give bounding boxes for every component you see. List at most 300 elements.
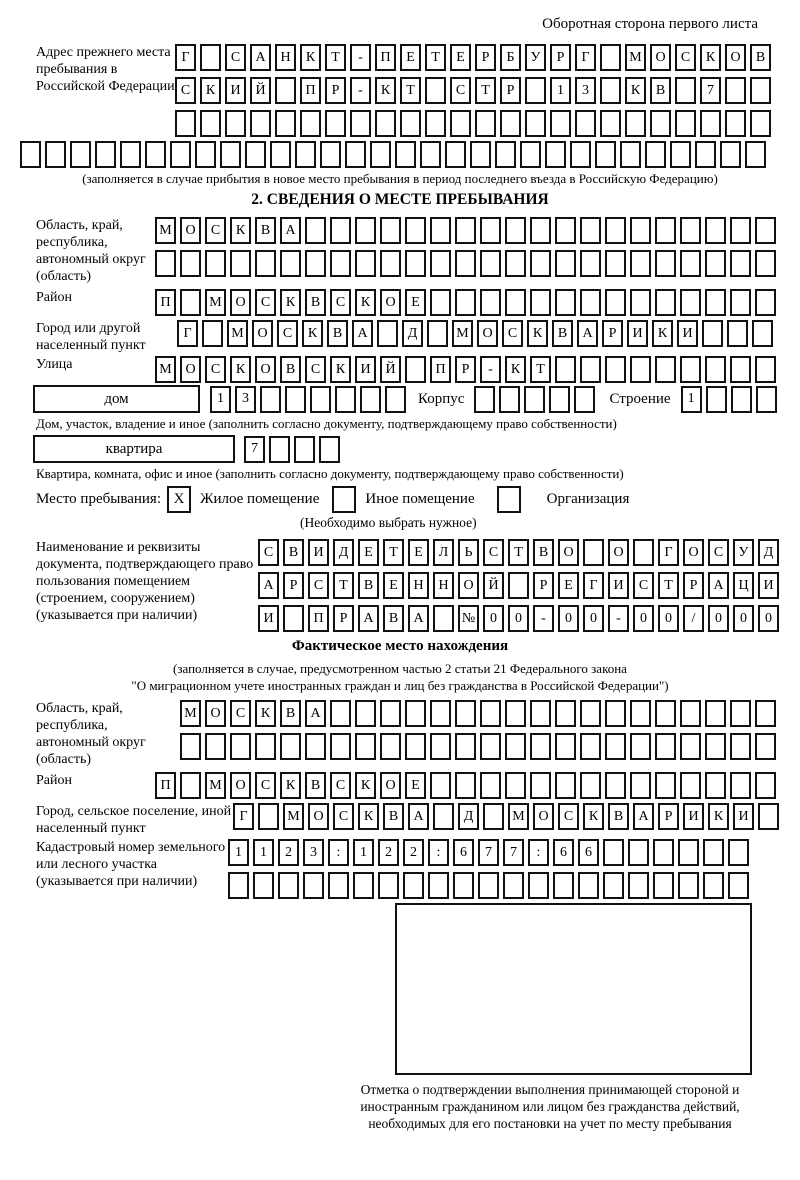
form-cell[interactable] xyxy=(430,250,451,277)
form-cell[interactable]: С xyxy=(450,77,471,104)
form-cell[interactable]: : xyxy=(328,839,349,866)
form-cell[interactable]: Г xyxy=(175,44,196,71)
form-cell[interactable]: В xyxy=(283,539,304,566)
form-cell[interactable] xyxy=(705,356,726,383)
form-cell[interactable] xyxy=(505,289,526,316)
form-cell[interactable] xyxy=(530,700,551,727)
form-cell[interactable]: Д xyxy=(402,320,423,347)
form-cell[interactable]: О xyxy=(458,572,479,599)
form-cell[interactable] xyxy=(120,141,141,168)
form-cell[interactable] xyxy=(755,289,776,316)
form-cell[interactable] xyxy=(630,289,651,316)
form-cell[interactable] xyxy=(653,839,674,866)
form-cell[interactable] xyxy=(305,217,326,244)
form-cell[interactable] xyxy=(680,733,701,760)
form-cell[interactable]: И xyxy=(677,320,698,347)
form-cell[interactable] xyxy=(520,141,541,168)
form-cell[interactable]: 7 xyxy=(700,77,721,104)
form-cell[interactable] xyxy=(385,386,406,413)
form-cell[interactable] xyxy=(680,217,701,244)
form-cell[interactable] xyxy=(745,141,766,168)
form-cell[interactable] xyxy=(280,250,301,277)
form-cell[interactable] xyxy=(175,110,196,137)
form-cell[interactable] xyxy=(380,250,401,277)
form-cell[interactable] xyxy=(430,700,451,727)
form-cell[interactable]: Е xyxy=(450,44,471,71)
form-cell[interactable] xyxy=(655,700,676,727)
form-cell[interactable]: А xyxy=(408,803,429,830)
form-cell[interactable]: В xyxy=(327,320,348,347)
form-cell[interactable] xyxy=(555,733,576,760)
form-cell[interactable]: С xyxy=(225,44,246,71)
form-cell[interactable] xyxy=(630,217,651,244)
form-cell[interactable] xyxy=(378,872,399,899)
form-cell[interactable]: К xyxy=(355,289,376,316)
form-cell[interactable] xyxy=(355,217,376,244)
form-cell[interactable] xyxy=(505,217,526,244)
form-cell[interactable] xyxy=(630,772,651,799)
form-cell[interactable] xyxy=(420,141,441,168)
form-cell[interactable]: С xyxy=(675,44,696,71)
form-cell[interactable]: Е xyxy=(405,289,426,316)
form-cell[interactable]: 2 xyxy=(403,839,424,866)
form-cell[interactable] xyxy=(630,356,651,383)
form-cell[interactable]: О xyxy=(650,44,671,71)
form-cell[interactable] xyxy=(555,217,576,244)
form-cell[interactable]: И xyxy=(258,605,279,632)
form-cell[interactable]: Р xyxy=(533,572,554,599)
form-cell[interactable]: П xyxy=(430,356,451,383)
form-cell[interactable] xyxy=(258,803,279,830)
form-cell[interactable] xyxy=(380,217,401,244)
form-cell[interactable] xyxy=(580,356,601,383)
form-cell[interactable] xyxy=(260,386,281,413)
form-cell[interactable]: М xyxy=(180,700,201,727)
form-cell[interactable] xyxy=(555,250,576,277)
form-cell[interactable] xyxy=(700,110,721,137)
form-cell[interactable] xyxy=(605,733,626,760)
form-cell[interactable] xyxy=(283,605,304,632)
form-cell[interactable] xyxy=(405,733,426,760)
form-cell[interactable] xyxy=(245,141,266,168)
form-cell[interactable] xyxy=(755,772,776,799)
form-cell[interactable] xyxy=(280,733,301,760)
form-cell[interactable] xyxy=(530,217,551,244)
form-cell[interactable] xyxy=(703,839,724,866)
form-cell[interactable]: А xyxy=(250,44,271,71)
form-cell[interactable]: Н xyxy=(275,44,296,71)
form-cell[interactable] xyxy=(755,356,776,383)
form-cell[interactable]: Р xyxy=(602,320,623,347)
form-cell[interactable] xyxy=(205,733,226,760)
form-cell[interactable] xyxy=(555,700,576,727)
form-cell[interactable] xyxy=(530,250,551,277)
form-cell[interactable] xyxy=(375,110,396,137)
form-cell[interactable] xyxy=(655,289,676,316)
form-cell[interactable] xyxy=(395,141,416,168)
form-cell[interactable] xyxy=(725,110,746,137)
form-cell[interactable] xyxy=(555,772,576,799)
form-cell[interactable] xyxy=(355,250,376,277)
form-cell[interactable]: Г xyxy=(177,320,198,347)
form-cell[interactable]: О xyxy=(380,289,401,316)
form-cell[interactable] xyxy=(225,110,246,137)
form-cell[interactable] xyxy=(345,141,366,168)
form-cell[interactable] xyxy=(525,110,546,137)
form-cell[interactable]: О xyxy=(608,539,629,566)
form-cell[interactable] xyxy=(355,733,376,760)
form-cell[interactable] xyxy=(549,386,570,413)
form-cell[interactable]: Е xyxy=(408,539,429,566)
form-cell[interactable] xyxy=(305,250,326,277)
form-cell[interactable] xyxy=(555,356,576,383)
form-cell[interactable]: О xyxy=(205,700,226,727)
form-cell[interactable]: К xyxy=(652,320,673,347)
form-cell[interactable] xyxy=(202,320,223,347)
form-cell[interactable] xyxy=(678,839,699,866)
stay-checkbox-residential[interactable]: X xyxy=(167,486,191,513)
form-cell[interactable] xyxy=(455,733,476,760)
form-cell[interactable]: А xyxy=(633,803,654,830)
form-cell[interactable]: Т xyxy=(475,77,496,104)
form-cell[interactable]: К xyxy=(358,803,379,830)
form-cell[interactable] xyxy=(530,772,551,799)
form-cell[interactable] xyxy=(702,320,723,347)
form-cell[interactable]: И xyxy=(683,803,704,830)
form-cell[interactable] xyxy=(450,110,471,137)
form-cell[interactable]: С xyxy=(502,320,523,347)
form-cell[interactable] xyxy=(270,141,291,168)
form-cell[interactable] xyxy=(655,772,676,799)
form-cell[interactable]: М xyxy=(227,320,248,347)
form-cell[interactable] xyxy=(595,141,616,168)
form-cell[interactable]: И xyxy=(225,77,246,104)
form-cell[interactable] xyxy=(695,141,716,168)
form-cell[interactable]: В xyxy=(750,44,771,71)
form-cell[interactable] xyxy=(730,700,751,727)
form-cell[interactable] xyxy=(425,110,446,137)
form-cell[interactable] xyxy=(455,250,476,277)
form-cell[interactable]: Г xyxy=(583,572,604,599)
form-cell[interactable]: Е xyxy=(358,539,379,566)
form-cell[interactable] xyxy=(705,772,726,799)
form-cell[interactable] xyxy=(727,320,748,347)
form-cell[interactable]: П xyxy=(375,44,396,71)
form-cell[interactable]: С xyxy=(330,289,351,316)
form-cell[interactable] xyxy=(370,141,391,168)
form-cell[interactable]: Ь xyxy=(458,539,479,566)
form-cell[interactable]: С xyxy=(558,803,579,830)
form-cell[interactable]: Т xyxy=(425,44,446,71)
form-cell[interactable] xyxy=(675,110,696,137)
form-cell[interactable]: Г xyxy=(658,539,679,566)
form-cell[interactable] xyxy=(728,839,749,866)
form-cell[interactable] xyxy=(230,733,251,760)
form-cell[interactable]: - xyxy=(480,356,501,383)
form-cell[interactable]: 1 xyxy=(210,386,231,413)
form-cell[interactable]: С xyxy=(255,289,276,316)
form-cell[interactable]: С xyxy=(205,217,226,244)
form-cell[interactable]: Н xyxy=(433,572,454,599)
form-cell[interactable]: С xyxy=(255,772,276,799)
form-cell[interactable] xyxy=(45,141,66,168)
form-cell[interactable]: 7 xyxy=(478,839,499,866)
form-cell[interactable]: 7 xyxy=(244,436,265,463)
form-cell[interactable] xyxy=(180,772,201,799)
form-cell[interactable]: О xyxy=(558,539,579,566)
form-cell[interactable] xyxy=(328,872,349,899)
form-cell[interactable] xyxy=(330,250,351,277)
form-cell[interactable] xyxy=(655,356,676,383)
form-cell[interactable]: С xyxy=(258,539,279,566)
form-cell[interactable] xyxy=(600,44,621,71)
form-cell[interactable]: С xyxy=(305,356,326,383)
form-cell[interactable] xyxy=(480,217,501,244)
form-cell[interactable] xyxy=(730,289,751,316)
form-cell[interactable]: - xyxy=(350,77,371,104)
form-cell[interactable] xyxy=(630,700,651,727)
form-cell[interactable]: Й xyxy=(483,572,504,599)
form-cell[interactable] xyxy=(294,436,315,463)
form-cell[interactable] xyxy=(705,217,726,244)
form-cell[interactable]: В xyxy=(280,356,301,383)
form-cell[interactable] xyxy=(453,872,474,899)
form-cell[interactable]: 6 xyxy=(578,839,599,866)
form-cell[interactable] xyxy=(303,872,324,899)
form-cell[interactable] xyxy=(580,700,601,727)
form-cell[interactable] xyxy=(705,289,726,316)
form-cell[interactable] xyxy=(605,217,626,244)
form-cell[interactable] xyxy=(628,872,649,899)
form-cell[interactable]: Т xyxy=(333,572,354,599)
form-cell[interactable] xyxy=(455,289,476,316)
form-cell[interactable]: В xyxy=(552,320,573,347)
form-cell[interactable] xyxy=(500,110,521,137)
form-cell[interactable] xyxy=(655,733,676,760)
form-cell[interactable] xyxy=(680,772,701,799)
form-cell[interactable] xyxy=(269,436,290,463)
form-cell[interactable]: Р xyxy=(500,77,521,104)
form-cell[interactable] xyxy=(530,733,551,760)
form-cell[interactable] xyxy=(205,250,226,277)
form-cell[interactable] xyxy=(653,872,674,899)
form-cell[interactable]: С xyxy=(175,77,196,104)
form-cell[interactable] xyxy=(574,386,595,413)
form-cell[interactable] xyxy=(377,320,398,347)
form-cell[interactable]: : xyxy=(428,839,449,866)
form-cell[interactable]: О xyxy=(255,356,276,383)
form-cell[interactable] xyxy=(650,110,671,137)
form-cell[interactable]: Р xyxy=(325,77,346,104)
form-cell[interactable]: М xyxy=(452,320,473,347)
form-cell[interactable] xyxy=(756,386,777,413)
form-cell[interactable] xyxy=(528,872,549,899)
form-cell[interactable]: С xyxy=(277,320,298,347)
form-cell[interactable]: К xyxy=(700,44,721,71)
form-cell[interactable]: 1 xyxy=(550,77,571,104)
form-cell[interactable] xyxy=(220,141,241,168)
form-cell[interactable]: О xyxy=(252,320,273,347)
form-cell[interactable]: Р xyxy=(475,44,496,71)
form-cell[interactable] xyxy=(530,289,551,316)
form-cell[interactable]: С xyxy=(205,356,226,383)
form-cell[interactable] xyxy=(474,386,495,413)
form-cell[interactable] xyxy=(580,250,601,277)
form-cell[interactable] xyxy=(680,250,701,277)
form-cell[interactable] xyxy=(325,110,346,137)
form-cell[interactable]: Д xyxy=(458,803,479,830)
form-cell[interactable]: К xyxy=(708,803,729,830)
form-cell[interactable]: 6 xyxy=(453,839,474,866)
form-cell[interactable]: В xyxy=(533,539,554,566)
form-cell[interactable]: М xyxy=(508,803,529,830)
form-cell[interactable]: Г xyxy=(575,44,596,71)
form-cell[interactable] xyxy=(655,250,676,277)
form-cell[interactable]: К xyxy=(302,320,323,347)
form-cell[interactable] xyxy=(428,872,449,899)
form-cell[interactable]: 1 xyxy=(253,839,274,866)
form-cell[interactable]: В xyxy=(358,572,379,599)
form-cell[interactable] xyxy=(545,141,566,168)
form-cell[interactable]: 0 xyxy=(733,605,754,632)
form-cell[interactable]: О xyxy=(180,356,201,383)
form-cell[interactable]: К xyxy=(625,77,646,104)
form-cell[interactable]: 1 xyxy=(228,839,249,866)
form-cell[interactable] xyxy=(731,386,752,413)
form-cell[interactable]: М xyxy=(283,803,304,830)
form-cell[interactable]: Р xyxy=(683,572,704,599)
form-cell[interactable] xyxy=(706,386,727,413)
form-cell[interactable] xyxy=(405,217,426,244)
form-cell[interactable] xyxy=(525,77,546,104)
form-cell[interactable] xyxy=(655,217,676,244)
form-cell[interactable] xyxy=(680,700,701,727)
form-cell[interactable] xyxy=(750,110,771,137)
form-cell[interactable] xyxy=(600,77,621,104)
form-cell[interactable]: 0 xyxy=(658,605,679,632)
form-cell[interactable] xyxy=(403,872,424,899)
form-cell[interactable]: У xyxy=(733,539,754,566)
form-cell[interactable] xyxy=(580,772,601,799)
form-cell[interactable] xyxy=(605,289,626,316)
form-cell[interactable]: Й xyxy=(380,356,401,383)
form-cell[interactable]: П xyxy=(155,772,176,799)
form-cell[interactable] xyxy=(725,77,746,104)
form-cell[interactable] xyxy=(95,141,116,168)
form-cell[interactable]: К xyxy=(583,803,604,830)
form-cell[interactable] xyxy=(455,217,476,244)
form-cell[interactable] xyxy=(499,386,520,413)
form-cell[interactable]: С xyxy=(308,572,329,599)
form-cell[interactable]: С xyxy=(230,700,251,727)
form-cell[interactable] xyxy=(145,141,166,168)
form-cell[interactable] xyxy=(200,110,221,137)
form-cell[interactable] xyxy=(455,772,476,799)
form-cell[interactable]: 0 xyxy=(558,605,579,632)
form-cell[interactable]: Т xyxy=(658,572,679,599)
form-cell[interactable]: К xyxy=(280,289,301,316)
form-cell[interactable] xyxy=(425,77,446,104)
form-cell[interactable]: 0 xyxy=(583,605,604,632)
form-cell[interactable]: В xyxy=(305,772,326,799)
form-cell[interactable]: К xyxy=(330,356,351,383)
form-cell[interactable]: Е xyxy=(383,572,404,599)
form-cell[interactable] xyxy=(720,141,741,168)
form-cell[interactable] xyxy=(705,250,726,277)
form-cell[interactable]: / xyxy=(683,605,704,632)
form-cell[interactable]: Е xyxy=(400,44,421,71)
form-cell[interactable]: В xyxy=(280,700,301,727)
form-cell[interactable] xyxy=(495,141,516,168)
form-cell[interactable] xyxy=(380,733,401,760)
form-cell[interactable] xyxy=(300,110,321,137)
form-cell[interactable]: Г xyxy=(233,803,254,830)
form-cell[interactable] xyxy=(433,605,454,632)
form-cell[interactable]: Й xyxy=(250,77,271,104)
form-cell[interactable]: Е xyxy=(405,772,426,799)
form-cell[interactable]: 3 xyxy=(575,77,596,104)
form-cell[interactable] xyxy=(70,141,91,168)
form-cell[interactable]: В xyxy=(255,217,276,244)
form-cell[interactable] xyxy=(255,733,276,760)
form-cell[interactable] xyxy=(170,141,191,168)
form-cell[interactable]: М xyxy=(205,289,226,316)
form-cell[interactable]: М xyxy=(155,217,176,244)
form-cell[interactable]: Е xyxy=(558,572,579,599)
form-cell[interactable] xyxy=(750,77,771,104)
form-cell[interactable] xyxy=(480,772,501,799)
form-cell[interactable] xyxy=(730,250,751,277)
form-cell[interactable] xyxy=(730,356,751,383)
form-cell[interactable]: 0 xyxy=(758,605,779,632)
form-cell[interactable]: О xyxy=(725,44,746,71)
form-cell[interactable]: О xyxy=(533,803,554,830)
form-cell[interactable]: Л xyxy=(433,539,454,566)
form-cell[interactable] xyxy=(478,872,499,899)
form-cell[interactable] xyxy=(320,141,341,168)
form-cell[interactable] xyxy=(505,700,526,727)
stay-checkbox-organization[interactable] xyxy=(497,486,521,513)
form-cell[interactable] xyxy=(553,872,574,899)
form-cell[interactable] xyxy=(200,44,221,71)
stamp-box[interactable] xyxy=(395,903,752,1075)
form-cell[interactable]: - xyxy=(608,605,629,632)
form-cell[interactable]: 2 xyxy=(278,839,299,866)
form-cell[interactable] xyxy=(600,110,621,137)
form-cell[interactable]: 3 xyxy=(235,386,256,413)
form-cell[interactable] xyxy=(180,289,201,316)
form-cell[interactable] xyxy=(758,803,779,830)
form-cell[interactable]: Ц xyxy=(733,572,754,599)
form-cell[interactable] xyxy=(230,250,251,277)
form-cell[interactable]: М xyxy=(155,356,176,383)
form-cell[interactable]: : xyxy=(528,839,549,866)
form-cell[interactable] xyxy=(730,217,751,244)
form-cell[interactable]: О xyxy=(308,803,329,830)
form-cell[interactable] xyxy=(680,356,701,383)
form-cell[interactable] xyxy=(250,110,271,137)
form-cell[interactable] xyxy=(430,772,451,799)
form-cell[interactable] xyxy=(570,141,591,168)
form-cell[interactable]: Т xyxy=(325,44,346,71)
form-cell[interactable]: 1 xyxy=(681,386,702,413)
form-cell[interactable]: С xyxy=(483,539,504,566)
form-cell[interactable]: Р xyxy=(333,605,354,632)
form-cell[interactable]: 1 xyxy=(353,839,374,866)
form-cell[interactable]: А xyxy=(408,605,429,632)
form-cell[interactable] xyxy=(603,872,624,899)
form-cell[interactable]: А xyxy=(352,320,373,347)
